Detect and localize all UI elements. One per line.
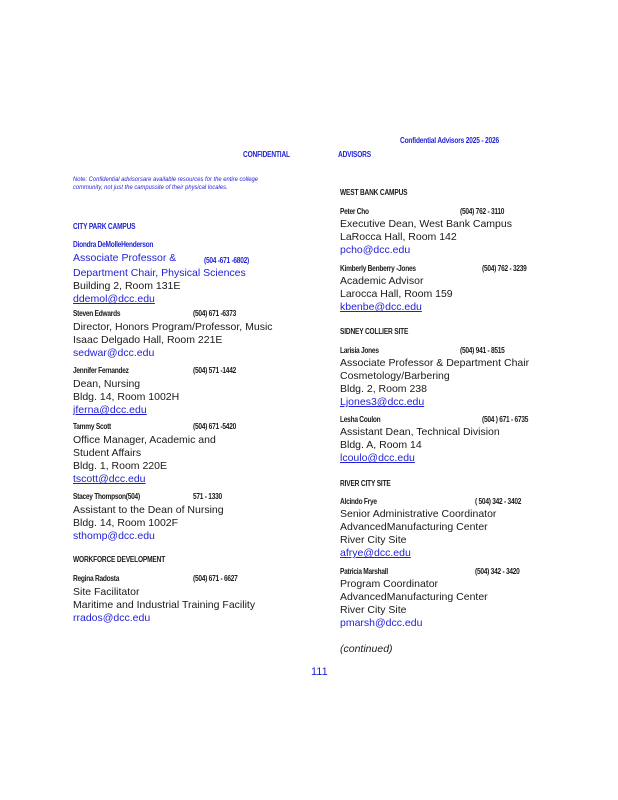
contact-name: Alcindo Frye [340, 497, 377, 506]
contact-location: River City Site [340, 604, 407, 616]
left-title-advisors: ADVISORS [338, 150, 371, 159]
contact-lesha [340, 415, 610, 465]
contact-location: Bldg. 1, Room 220E [73, 460, 167, 472]
contact-title: Program Coordinator [340, 578, 439, 590]
contact-location: Maritime and Industrial Training Facility [73, 599, 256, 611]
contact-regina [73, 574, 343, 625]
section-west-bank: WEST BANK CAMPUS [340, 188, 408, 197]
note-text: Note: Confidential advisorsare available resources for the entire college community, not just the campussite of their physical locales. [73, 176, 259, 191]
section-workforce: WORKFORCE DEVELOPMENT [73, 555, 166, 564]
contact-diondra [73, 240, 343, 306]
contact-title: Student Affairs [73, 447, 142, 459]
contact-name: Diondra DeMolleHenderson [73, 240, 154, 249]
contact-location: Bldg. 2, Room 238 [340, 383, 427, 395]
contact-phone: (504 -671 -6802) [204, 256, 250, 265]
contact-email-link[interactable]: Ljones3@dcc.edu [340, 396, 425, 408]
contact-email-link[interactable]: afrye@dcc.edu [340, 547, 411, 559]
section-sidney-collier: SIDNEY COLLIER SITE [340, 327, 409, 336]
contact-phone: (504) 342 - 3420 [475, 567, 520, 576]
contact-tammy [73, 422, 343, 486]
contact-name: Peter Cho [340, 207, 369, 216]
left-title-confidential: CONFIDENTIAL [243, 150, 290, 159]
contact-patricia [340, 567, 610, 630]
contact-email-link[interactable]: pmarsh@dcc.edu [340, 617, 423, 629]
contact-phone: (504) 941 - 8515 [460, 346, 505, 355]
contact-title: Site Facilitator [73, 586, 140, 598]
contact-phone: (504) 571 -1442 [193, 366, 236, 375]
contact-email-link[interactable]: sthomp@dcc.edu [73, 530, 155, 542]
contact-location: Bldg. A, Room 14 [340, 439, 422, 451]
contact-title: Academic Advisor [340, 275, 424, 287]
contact-title: Assistant to the Dean of Nursing [73, 504, 224, 516]
contact-title: AdvancedManufacturing Center [340, 591, 488, 603]
section-city-park: CITY PARK CAMPUS [73, 222, 136, 231]
contact-name: Steven Edwards [73, 309, 121, 318]
contact-title: Director, Honors Program/Professor, Music [73, 321, 273, 333]
contact-phone: (504 ) 671 - 6735 [482, 415, 529, 424]
contact-name: Tammy Scott [73, 422, 112, 431]
contact-title: Office Manager, Academic and [73, 434, 216, 446]
contact-title: Dean, Nursing [73, 378, 141, 390]
contact-phone: (504) 671 -6373 [193, 309, 236, 318]
contact-email-link[interactable]: ddemol@dcc.edu [73, 293, 155, 305]
contact-location: River City Site [340, 534, 407, 546]
page-number: 111 [311, 666, 328, 678]
contact-name: Larisia Jones [340, 346, 379, 355]
contact-email-link[interactable]: rrados@dcc.edu [73, 612, 151, 624]
contact-title: Executive Dean, West Bank Campus [340, 218, 512, 230]
contact-larisia [340, 346, 610, 409]
contact-title: Department Chair, Physical Sciences [73, 267, 246, 279]
contact-name: Lesha Coulon [340, 415, 381, 424]
contact-name: Regina Radosta [73, 574, 120, 583]
contact-kimberly [340, 264, 610, 314]
contact-phone: 571 - 1330 [193, 492, 222, 501]
continued-text: (continued) [340, 643, 393, 655]
contact-email-link[interactable]: kbenbe@dcc.edu [340, 301, 422, 313]
contact-email-link[interactable]: tscott@dcc.edu [73, 473, 146, 485]
section-river-city: RIVER CITY SITE [340, 479, 391, 488]
contact-title: Associate Professor & Department Chair [340, 357, 530, 369]
contact-phone: ( 504) 342 - 3402 [475, 497, 522, 506]
contact-location: Isaac Delgado Hall, Room 221E [73, 334, 223, 346]
contact-title: Cosmetology/Barbering [340, 370, 450, 382]
contact-phone: (504) 671 -5420 [193, 422, 236, 431]
contact-title: Associate Professor & [73, 252, 177, 264]
contact-location: Bldg. 14, Room 1002F [73, 517, 179, 529]
contact-location: Building 2, Room 131E [73, 280, 181, 292]
contact-name: Stacey Thompson(504) [73, 492, 140, 501]
contact-name: Kimberly Benberry -Jones [340, 264, 416, 273]
contact-email-link[interactable]: jferna@dcc.edu [73, 404, 147, 416]
contact-location: Bldg. 14, Room 1002H [73, 391, 180, 403]
contact-name: Jennifer Fernandez [73, 366, 129, 375]
contact-title: AdvancedManufacturing Center [340, 521, 488, 533]
contact-title: Senior Administrative Coordinator [340, 508, 497, 520]
contact-jennifer [73, 366, 343, 417]
contact-stacey [73, 492, 343, 543]
contact-alcindo [340, 497, 610, 560]
right-title: Confidential Advisors 2025 - 2026 [400, 136, 499, 145]
contact-location: Larocca Hall, Room 159 [340, 288, 453, 300]
contact-email-link[interactable]: lcoulo@dcc.edu [340, 452, 415, 464]
contact-email-link[interactable]: sedwar@dcc.edu [73, 347, 155, 359]
contact-phone: (504) 762 - 3110 [460, 207, 505, 216]
contact-peter [340, 207, 610, 257]
contact-phone: (504) 671 - 6627 [193, 574, 238, 583]
contact-location: LaRocca Hall, Room 142 [340, 231, 457, 243]
contact-email-link[interactable]: pcho@dcc.edu [340, 244, 411, 256]
contact-steven [73, 309, 343, 360]
contact-title: Assistant Dean, Technical Division [340, 426, 500, 438]
contact-phone: (504) 762 - 3239 [482, 264, 527, 273]
contact-name: Patricia Marshall [340, 567, 388, 576]
